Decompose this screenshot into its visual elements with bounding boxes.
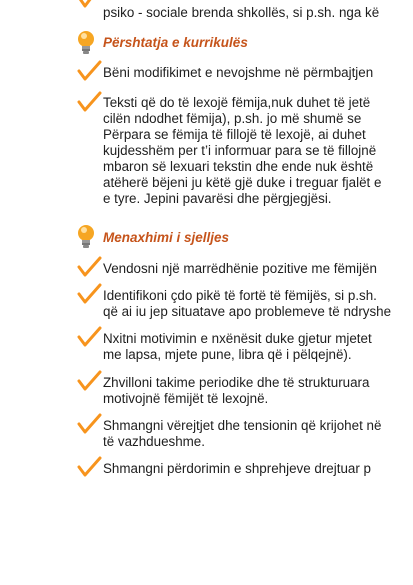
list-item-line: mbaron së lexuari tekstin dhe ende nuk është [103, 159, 374, 174]
list-item-line: të vazhdueshme. [103, 434, 205, 449]
checkmark-icon [76, 256, 102, 278]
list-item-line: Zhvilloni takime periodike dhe të strukturuara [103, 375, 370, 390]
list-item-line: e tyre. Jepini pavarësi dhe përgjegjësi. [103, 191, 332, 206]
list-item: Bëni modifikimet e nevojshme në përmbajtjen [103, 65, 374, 80]
section-heading: Menaxhimi i sjelljes [103, 230, 230, 245]
section-heading: Përshtatja e kurrikulës [103, 35, 248, 50]
lightbulb-icon [75, 28, 99, 58]
lightbulb-icon [75, 222, 99, 252]
checkmark-icon [76, 60, 102, 82]
top-line: psiko - sociale brenda shkollës, si p.sh. nga kë [103, 5, 380, 20]
list-item-line: kujdesshëm per t’i informuar para se të fillojnë [103, 143, 377, 158]
list-item-line: Identifikoni çdo pikë të fortë të fëmijës, si p.sh. [103, 288, 377, 303]
list-item-line: Nxitni motivimin e nxënësit duke gjetur mjetet [103, 331, 372, 346]
checkmark-icon [76, 456, 102, 478]
checkmark-icon [76, 413, 102, 435]
list-item: Vendosni një marrëdhënie pozitive me fëmijën [103, 261, 377, 276]
list-item-line: atëherë bëjeni ju këtë gjë duke i treguar fjalët e [103, 175, 382, 190]
list-item: Shmangni përdorimin e shprehjeve drejtuar p [103, 461, 371, 476]
checkmark-icon [76, 91, 102, 113]
checkmark-icon [76, 283, 102, 305]
list-item-line: Shmangni vërejtjet dhe tensionin që krijohet në [103, 418, 382, 433]
checkmark-icon [76, 370, 102, 392]
checkmark-icon [76, 326, 102, 348]
list-item-line: cilën ndodhet fëmija), p.sh. jo më shumë se [103, 111, 362, 126]
list-item-line: Teksti që do të lexojë fëmija,nuk duhet të jetë [103, 95, 371, 110]
list-item-line: që ai iu jep situatave apo problemeve të ndryshe [103, 304, 392, 319]
list-item-line: motivojnë fëmijët të lexojnë. [103, 391, 269, 406]
list-item-line: me lapsa, mjete pune, libra që i pëlqejnë). [103, 347, 352, 362]
checkmark-icon [76, 0, 102, 12]
list-item-line: Përpara se fëmija të fillojë të lexojë, ai duhet [103, 127, 366, 142]
